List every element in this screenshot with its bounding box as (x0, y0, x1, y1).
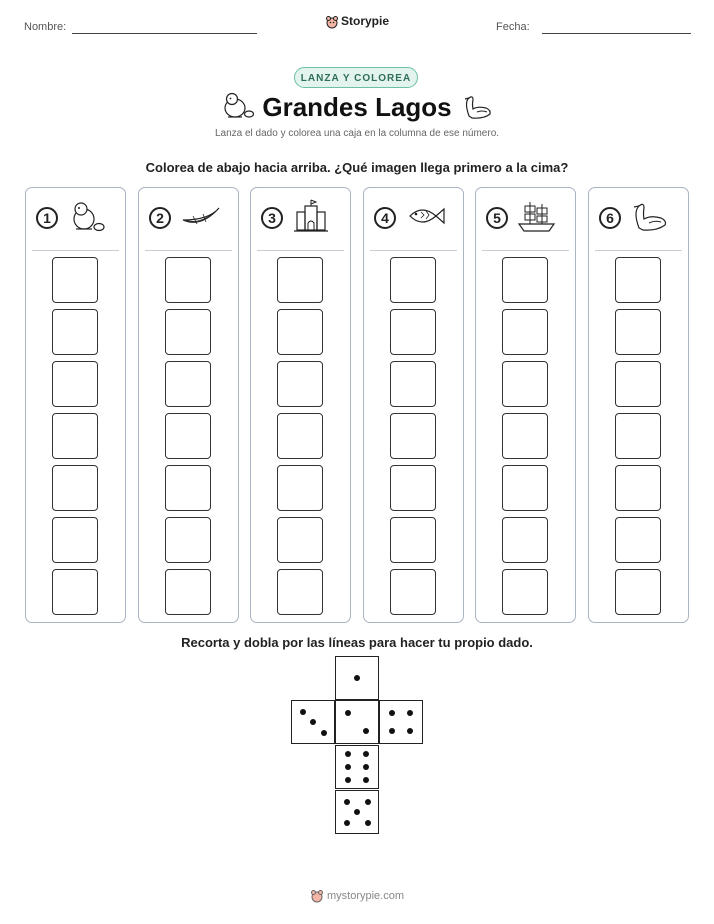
color-box[interactable] (615, 517, 661, 563)
fish-icon (404, 198, 446, 238)
column-number: 4 (374, 207, 396, 229)
color-box[interactable] (615, 361, 661, 407)
die-face-right (379, 700, 423, 744)
die-face-bottom (335, 790, 379, 834)
color-box[interactable] (52, 309, 98, 355)
color-box[interactable] (277, 569, 323, 615)
column-divider (595, 250, 682, 251)
roll-column (363, 187, 464, 623)
color-box[interactable] (165, 257, 211, 303)
column-divider (145, 250, 232, 251)
color-box[interactable] (277, 465, 323, 511)
date-line[interactable] (542, 33, 691, 34)
ship-icon (516, 198, 558, 238)
color-box[interactable] (390, 309, 436, 355)
column-number: 2 (149, 207, 171, 229)
die-pip (345, 764, 351, 770)
column-number: 6 (599, 207, 621, 229)
die-pip (365, 799, 371, 805)
column-header (139, 188, 238, 250)
sandcastle-icon (291, 198, 333, 238)
date-label: Fecha: (496, 21, 530, 33)
die-pip (321, 730, 327, 736)
color-box[interactable] (615, 257, 661, 303)
color-box[interactable] (615, 569, 661, 615)
beaver-icon (66, 198, 108, 238)
footer-url[interactable]: mystorypie.com (326, 890, 405, 902)
color-box[interactable] (277, 413, 323, 459)
color-box[interactable] (390, 257, 436, 303)
brand-logo (0, 14, 714, 29)
column-header (476, 188, 575, 250)
color-box[interactable] (502, 361, 548, 407)
color-box[interactable] (277, 517, 323, 563)
page-title: Grandes Lagos (262, 92, 452, 122)
color-box[interactable] (52, 413, 98, 459)
color-box[interactable] (390, 569, 436, 615)
color-box[interactable] (277, 257, 323, 303)
die-pip (345, 777, 351, 783)
color-box[interactable] (277, 361, 323, 407)
color-box[interactable] (165, 309, 211, 355)
color-box[interactable] (615, 309, 661, 355)
die-pip (345, 710, 351, 716)
die-face-top (335, 656, 379, 700)
storypie-mascot-icon (310, 889, 324, 903)
die-pip (363, 751, 369, 757)
page-subtitle: Lanza el dado y colorea una caja en la columna de ese número. (214, 128, 500, 139)
color-box[interactable] (502, 569, 548, 615)
column-header (26, 188, 125, 250)
die-pip (300, 709, 306, 715)
instruction-text: Colorea de abajo hacia arriba. ¿Qué imagen llega primero a la cima? (145, 160, 569, 175)
color-box[interactable] (390, 465, 436, 511)
brand-name: Storypie (340, 14, 389, 28)
roll-column (588, 187, 689, 623)
color-box[interactable] (52, 517, 98, 563)
die-pip (344, 820, 350, 826)
color-box[interactable] (52, 257, 98, 303)
die-instruction: Recorta y dobla por las líneas para hacer tu propio dado. (181, 635, 533, 650)
color-box[interactable] (52, 569, 98, 615)
die-pip (407, 710, 413, 716)
die-pip (310, 719, 316, 725)
die-pip (389, 710, 395, 716)
column-divider (32, 250, 119, 251)
color-box[interactable] (390, 517, 436, 563)
column-number: 5 (486, 207, 508, 229)
activity-badge: LANZA Y COLOREA (294, 67, 418, 88)
roll-column (250, 187, 351, 623)
die-face-center (335, 700, 379, 744)
column-number: 1 (36, 207, 58, 229)
die-pip (363, 728, 369, 734)
die-face-left (291, 700, 335, 744)
die-face-lower (335, 745, 379, 789)
color-box[interactable] (165, 361, 211, 407)
color-box[interactable] (52, 361, 98, 407)
die-pip (389, 728, 395, 734)
color-box[interactable] (615, 465, 661, 511)
die-pip (354, 675, 360, 681)
color-box[interactable] (165, 465, 211, 511)
color-box[interactable] (52, 465, 98, 511)
color-box[interactable] (165, 569, 211, 615)
roll-column (25, 187, 126, 623)
die-pip (345, 751, 351, 757)
column-divider (257, 250, 344, 251)
name-label: Nombre: (24, 21, 67, 33)
column-divider (482, 250, 569, 251)
color-box[interactable] (390, 413, 436, 459)
color-box[interactable] (502, 465, 548, 511)
die-pip (354, 809, 360, 815)
die-pip (365, 820, 371, 826)
color-box[interactable] (390, 361, 436, 407)
column-header (589, 188, 688, 250)
column-header (364, 188, 463, 250)
die-pip (363, 764, 369, 770)
swan-icon (629, 198, 671, 238)
storypie-mascot-icon (325, 15, 339, 29)
die-pip (407, 728, 413, 734)
color-box[interactable] (277, 309, 323, 355)
color-box[interactable] (165, 517, 211, 563)
color-box[interactable] (165, 413, 211, 459)
color-box[interactable] (502, 309, 548, 355)
color-box[interactable] (615, 413, 661, 459)
canoe-icon (179, 198, 221, 238)
roll-column (475, 187, 576, 623)
color-box[interactable] (502, 517, 548, 563)
name-line[interactable] (72, 33, 257, 34)
roll-column (138, 187, 239, 623)
die-pip (363, 777, 369, 783)
column-divider (370, 250, 457, 251)
column-number: 3 (261, 207, 283, 229)
color-box[interactable] (502, 257, 548, 303)
footer (0, 889, 714, 903)
column-header (251, 188, 350, 250)
die-pip (344, 799, 350, 805)
swan-title-icon (460, 92, 494, 122)
color-box[interactable] (502, 413, 548, 459)
